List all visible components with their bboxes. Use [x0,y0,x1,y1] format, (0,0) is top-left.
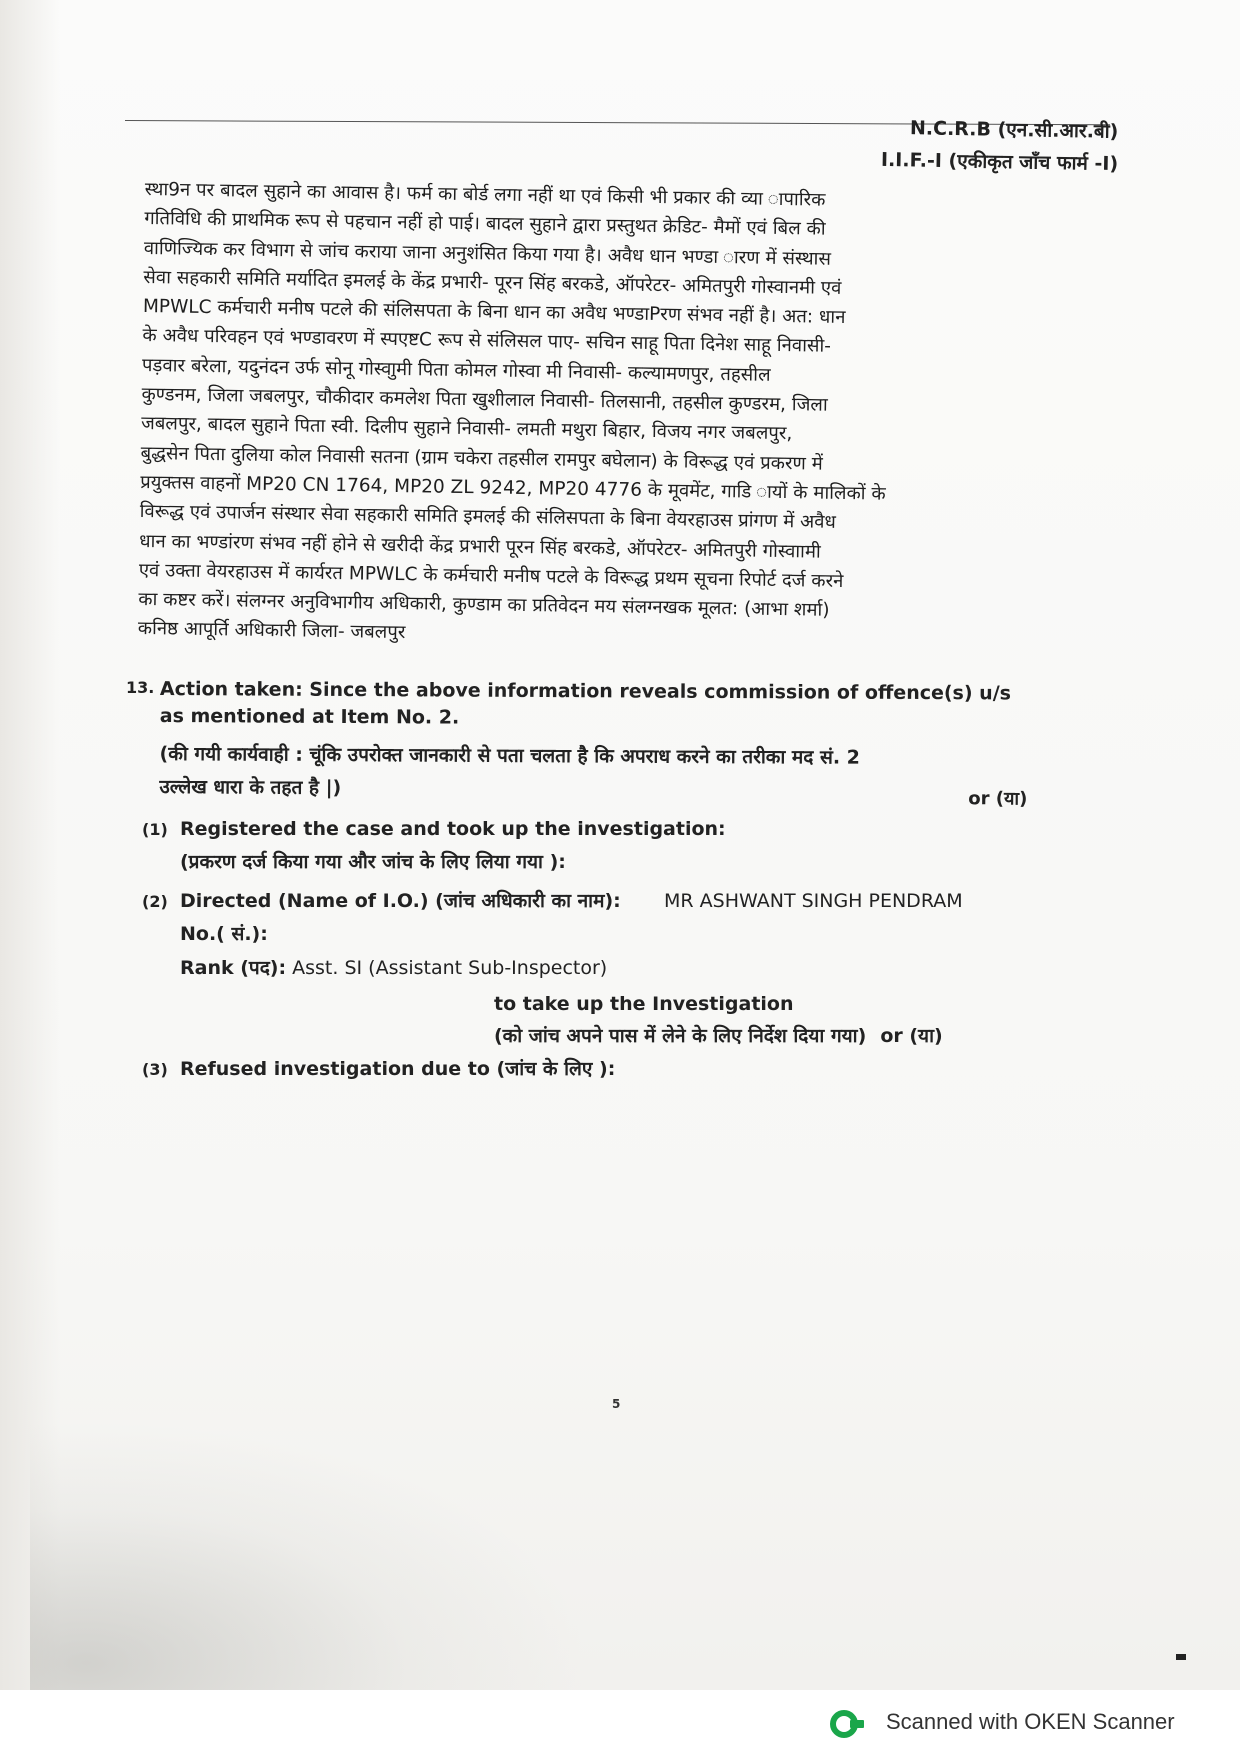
item-hindi-label: (प्रकरण दर्ज किया गया और जांच के लिए लिया गया ): [180,851,566,873]
action-hindi-line: उल्लेख धारा के तहत है |) [159,775,342,799]
item-number-label [180,920,268,946]
io-name-value: MR ASHWANT SINGH PENDRAM [664,890,963,912]
body-line: जबलपुर, बादल सुहाने पिता स्वी. दिलीप सुहाने निवासी- लमती मथुरा बिहार, विजय नगर जबलपुर, [140,413,793,445]
body-line: के अवैध परिवहन एवं भण्डावरण में स्पएष्टC रूप से संलिसल पाए- सचिन साहू पिता दिनेश साहू निवासी- [142,325,832,358]
action-title [160,676,1020,735]
body-line: कनिष्ठ आपूर्ति अधिकारी जिला- जबलपुर [137,618,406,644]
item-refused [142,1055,615,1081]
body-line: स्था9न पर बादल सुहाने का आवास है। फर्म का बोर्ड लगा नहीं था एवं किसी भी प्रकार की व्या ापारिक [144,178,826,211]
item-rank [180,954,607,980]
body-paragraph [138,175,1003,657]
action-hindi-line: (की गयी कार्यवाही : चूंकि उपरोक्त जानकारी से पता चलता है कि अपराध करने का तरीका मद सं. 2 [159,742,860,769]
item-registered-hindi [180,848,566,874]
body-line: सेवा सहकारी समिति मर्यादित इमलई के केंद्र प्रभारी- पूरन सिंह बरकडे, ऑपरेटर- अमितपुरी गोस्वानमी एवं [143,266,842,299]
item-label: Registered the case and took up the investigation: [180,818,726,840]
body-line: धान का भण्डांरण संभव नहीं होने से खरीदी केंद्र प्रभारी पूरन सिंह बरकडे, ऑपरेटर- अमितपुरी गोस्वाामी [139,530,821,563]
no-label: No.( सं.): [180,923,268,945]
take-up-label: to take up the Investigation [494,993,794,1015]
action-title-line: as mentioned at Item No. 2. [159,704,460,729]
action-hindi [159,738,1028,810]
take-up-line [494,993,794,1015]
body-line: पड़वार बरेला, यदुनंदन उर्फ सोनू गोस्वाुमी पिता कोमल गोस्वा मी निवासी- कल्यामणपुर, तहसील [141,354,771,386]
body-line: MPWLC कर्मचारी मनीष पटले की संलिसपता के बिना धान का अवैध भण्डाPरण संभव नहीं है। अत: धान [142,296,846,329]
item-label: Refused investigation due to (जांच के लिए ): [180,1058,616,1080]
body-line: बुद्धसेन पिता दुलिया कोल निवासी सतना (ग्राम चकेरा तहसील रामपुर बघेलान) के विरूद्ध एवं प्रकरण में [140,442,823,475]
section-number: 13. [126,678,155,697]
item-label: Directed (Name of I.O.) (जांच अधिकारी का नाम): [180,890,621,912]
body-line: कुण्डनम, जिला जबलपुर, चौकीदार कमलेश पिता खुशीलाल निवासी- तिलसानी, तहसील कुण्डरम, जिला [141,384,828,416]
rank-value: Asst. SI (Assistant Sub-Inspector) [292,957,608,979]
body-line: वाणिज्यिक कर विभाग से जांच कराया जाना अनुशंसित किया गया है। अवैध धान भण्डा ारण में संस्थास [143,237,832,270]
body-line: का कष्टर करें। संलग्नर अनुविभागीय अधिकारी, कुण्डाम का प्रतिवेदन मय संलग्नखक मूलत: (आभा शर्मा) [138,589,830,621]
header-ncrb: N.C.R.B (एन.सी.आर.बी) [909,117,1119,143]
scanner-watermark-text: Scanned with OKEN Scanner [886,1709,1175,1734]
item-number: (3) [142,1060,168,1079]
io-name [664,890,963,912]
item-number: (1) [142,820,168,839]
body-line: गतिविधि की प्राथमिक रूप से पहचान नहीं हो पाई। बादल सुहाने द्वारा प्रस्तुथत क्रेडिट- मैमों एवं बिल की [144,208,826,240]
body-line: विरूद्ध एवं उपार्जन संस्थार सेवा सहकारी समिति इमलई की संलिसपता के बिना वेयरहाउस प्रांगण में अवैध [139,501,837,534]
item-directed [142,887,621,913]
action-title-line: Action taken: Since the above information reveals commission of offence(s) u/s [159,678,1012,705]
body-line: प्रयुक्तस वाहनों MP20 CN 1764, MP20 ZL 9242, MP20 4776 के मूवमेंट, गाडि ायों के मालिकों के [140,471,886,505]
oken-scanner-logo-icon [828,1708,868,1740]
or-label: or (या) [880,1025,943,1047]
body-line: एवं उक्ता वेयरहाउस में कार्यरत MPWLC के कर्मचारी मनीष पटले के विरूद्ध प्रथम सूचना रिपोर्ट दर्ज करने [138,559,844,592]
take-up-hindi: (को जांच अपने पास में लेने के लिए निर्देश दिया गया) [494,1025,867,1047]
header-iif: I.I.F.-I (एकीकृत जाँच फार्म -I) [880,148,1119,176]
take-up-hindi-line [494,1022,943,1048]
action-taken-block [159,676,1028,810]
corner-mark [1176,1654,1186,1660]
item-number: (2) [142,892,168,911]
item-registered [142,818,726,840]
or-label: or (या) [968,788,1028,810]
page-number: 5 [612,1397,621,1411]
scan-corner-shadow [30,1420,590,1690]
rank-label: Rank (पद): [180,957,287,979]
